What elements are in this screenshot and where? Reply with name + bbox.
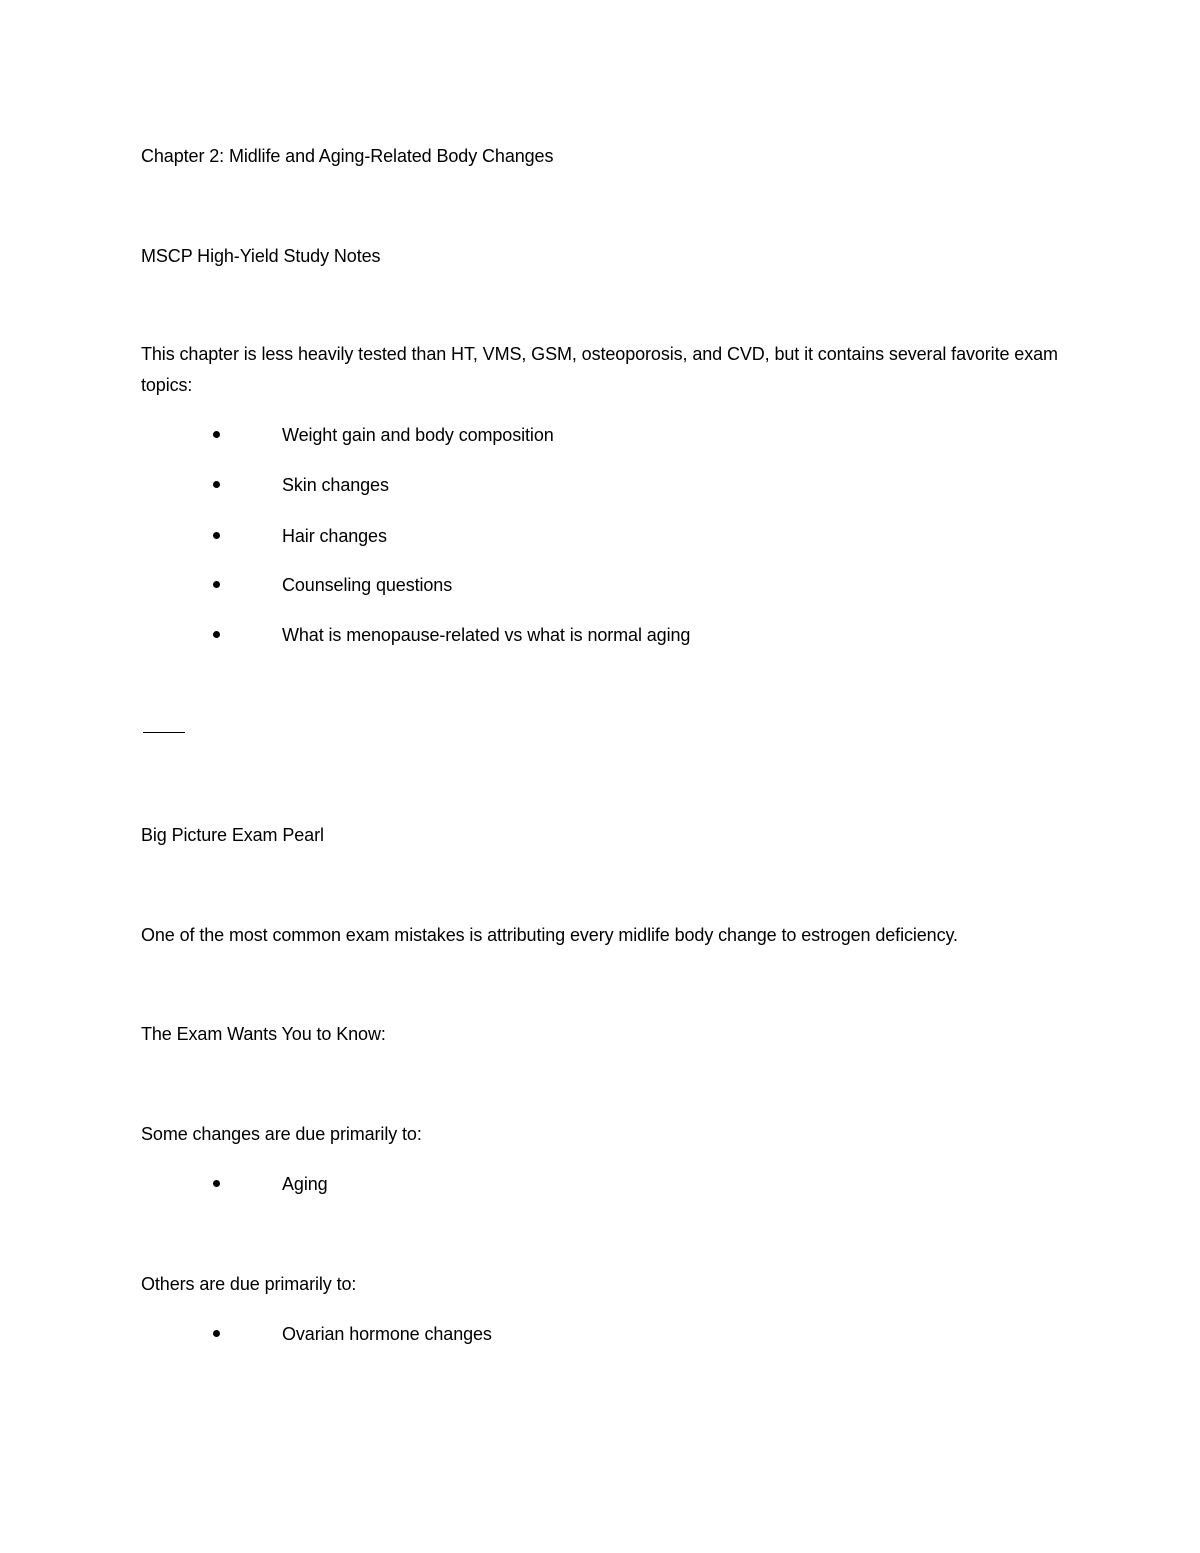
list-item-text: Skin changes — [282, 475, 389, 495]
exam-pearl-text: One of the most common exam mistakes is attributing every midlife body change to estrogen deficiency. — [141, 925, 958, 945]
document-subtitle: MSCP High-Yield Study Notes — [141, 246, 381, 266]
list-item — [0, 1323, 1200, 1345]
intro-paragraph: This chapter is less heavily tested than HT, VMS, GSM, osteoporosis, and CVD, but it contains several favorite exam topics: — [141, 344, 1058, 395]
bullet-icon — [213, 481, 220, 488]
bullet-icon — [213, 581, 220, 588]
list-item-text: Ovarian hormone changes — [282, 1324, 492, 1344]
list-item — [0, 574, 1200, 596]
list-item-text: What is menopause-related vs what is normal aging — [282, 625, 691, 645]
list-item — [0, 1173, 1200, 1195]
list-item — [0, 525, 1200, 547]
list-item — [0, 624, 1200, 646]
list-item — [0, 474, 1200, 496]
section-divider — [143, 732, 185, 733]
hormone-lead-text: Others are due primarily to: — [141, 1274, 357, 1294]
bullet-icon — [213, 532, 220, 539]
list-item — [0, 424, 1200, 446]
list-item-text: Weight gain and body composition — [282, 425, 554, 445]
list-item-text: Hair changes — [282, 526, 387, 546]
bullet-icon — [213, 1180, 220, 1187]
bullet-icon — [213, 631, 220, 638]
section-heading: Big Picture Exam Pearl — [141, 825, 324, 845]
aging-lead-text: Some changes are due primarily to: — [141, 1124, 422, 1144]
bullet-icon — [213, 431, 220, 438]
chapter-title: Chapter 2: Midlife and Aging-Related Body Changes — [141, 146, 554, 166]
list-item-text: Counseling questions — [282, 575, 453, 595]
list-item-text: Aging — [282, 1174, 328, 1194]
bullet-icon — [213, 1330, 220, 1337]
know-heading: The Exam Wants You to Know: — [141, 1024, 386, 1044]
